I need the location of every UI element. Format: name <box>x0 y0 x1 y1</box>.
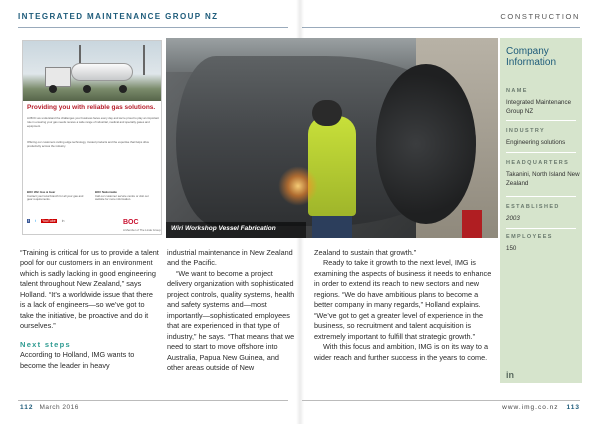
boc-logo-tagline: A Member of The Linde Group <box>123 228 161 232</box>
advert-gas-tanker <box>71 63 133 81</box>
company-information-sidebar <box>500 38 582 383</box>
advert-truck-cab <box>45 67 71 87</box>
youtube-icon[interactable]: YouTube <box>41 219 56 223</box>
footer-left <box>20 404 79 411</box>
article-paragraph: Zealand to sustain that growth.” <box>314 248 417 257</box>
sidebar-value-name: Integrated Maintenance Group NZ <box>506 99 572 115</box>
issue-date: March 2016 <box>39 404 79 411</box>
sidebar-value-established: 2003 <box>506 215 520 222</box>
company-url[interactable]: www.img.co.nz <box>502 404 559 411</box>
sidebar-divider <box>506 196 576 197</box>
article-paragraph: industrial maintenance in New Zealand and the Pacific. <box>167 248 293 268</box>
section-heading-next-steps: Next steps <box>20 339 71 349</box>
sidebar-value-headquarters: Takanini, North Island New Zealand <box>506 171 580 187</box>
facebook-icon[interactable]: f <box>28 219 29 223</box>
footer-right <box>502 404 580 411</box>
header-divider-right <box>302 27 580 28</box>
worker-helmet <box>312 100 342 126</box>
section-label: CONSTRUCTION <box>500 12 580 21</box>
page-number-right: 113 <box>566 404 580 411</box>
advert-contact-heading: BOC Nationwide <box>95 190 117 194</box>
advert-social-links <box>27 219 68 227</box>
header-divider-left <box>18 27 288 28</box>
red-stand <box>462 210 482 238</box>
sidebar-divider <box>506 120 576 121</box>
sidebar-divider <box>506 152 576 153</box>
advert-truck-wheel <box>119 85 127 93</box>
advert-contact-text: Call our customer service centre or visit our website for more information. <box>95 193 149 202</box>
worker-hi-vis-vest <box>308 116 356 216</box>
sidebar-label-established: ESTABLISHED <box>506 204 560 210</box>
advert-truck-photo <box>23 41 162 101</box>
boc-logo: BOC <box>123 219 139 226</box>
advert-contact-text: Contact your local branch for all your gas and gear requirements. <box>27 193 84 202</box>
footer-divider-left <box>18 400 288 401</box>
photo-caption: Wiri Workshop Vessel Fabrication <box>166 222 306 238</box>
sidebar-value-industry: Engineering solutions <box>506 139 566 146</box>
advert-headline: Providing you with reliable gas solutions. <box>27 104 156 111</box>
advert-contact-right <box>95 191 157 202</box>
magazine-article-title: INTEGRATED MAINTENANCE GROUP NZ <box>18 12 219 21</box>
steel-vessel-end <box>376 64 476 224</box>
article-column-1 <box>20 248 160 371</box>
article-column-3 <box>314 248 494 363</box>
advert-paragraph: At BOC we understand the challenges your business faces every day and we're proud to play an important role in ensuring your gas needs receive a wide range of industrial, medical and specialty gases and equipment. <box>27 116 159 128</box>
sidebar-label-industry: INDUSTRY <box>506 128 546 134</box>
advert-paragraph: Offering our customers cutting edge technology, trusted products and the expertise that helps drive productivity across the industry. <box>27 140 150 148</box>
sidebar-label-headquarters: HEADQUARTERS <box>506 160 570 166</box>
article-column-2 <box>167 248 297 373</box>
sidebar-title: Company Information <box>506 46 557 68</box>
article-paragraph: “Training is critical for us to provide a talent pool for our customers in an environment which is sadly lacking in good engineering talent throughout New Zealand,” says Holland. “It’s a worldwide issue that there is a lack of engineers—so we’ve got to take the initiative, be proactive and do it ourselves.” <box>20 248 159 331</box>
vessel-fabrication-photo <box>166 38 498 238</box>
advert-photo-pole <box>143 45 145 75</box>
linkedin-icon[interactable]: in <box>61 219 65 223</box>
page-number-left: 112 <box>20 404 34 411</box>
article-paragraph: Ready to take it growth to the next level, IMG is examining the aspects of business it needs to enhance in order to extend its reach to new sectors and new regions. “We do have ambitious plans to become a better company in many regards,” Holland explains. “We’ve got to get a greater level of experience in the business, so recruitment and talent acquisition is extremely important to fulfill that strategic growth.” <box>314 258 492 341</box>
linkedin-icon[interactable]: in <box>506 370 514 380</box>
advert-truck-wheel <box>83 85 91 93</box>
sidebar-divider <box>506 228 576 229</box>
advert-contact-left <box>27 191 89 202</box>
grinder-sparks <box>278 166 318 206</box>
article-paragraph: With this focus and ambition, IMG is on its way to a wider reach and further success in the years to come. <box>314 342 489 362</box>
advert-truck-wheel <box>49 85 57 93</box>
twitter-icon[interactable]: t <box>34 219 36 223</box>
boc-advert[interactable] <box>22 40 162 235</box>
sidebar-value-employees: 150 <box>506 245 517 252</box>
article-paragraph: According to Holland, IMG wants to become the leader in heavy <box>20 350 135 370</box>
sidebar-label-employees: EMPLOYEES <box>506 234 553 240</box>
advert-contact-heading: BOC Wiri Gas & Gear <box>27 190 56 194</box>
article-paragraph: “We want to become a project delivery organization with sophisticated project controls, quality systems, health and safety systems and—most importantly—sophisticated employees that are experienced in that type of industry,” he says. “That means that we need to start to move offshore into Australia, Papua New Guinea, and other areas outside of New <box>167 268 295 372</box>
sidebar-label-name: NAME <box>506 88 528 94</box>
footer-divider-right <box>302 400 580 401</box>
